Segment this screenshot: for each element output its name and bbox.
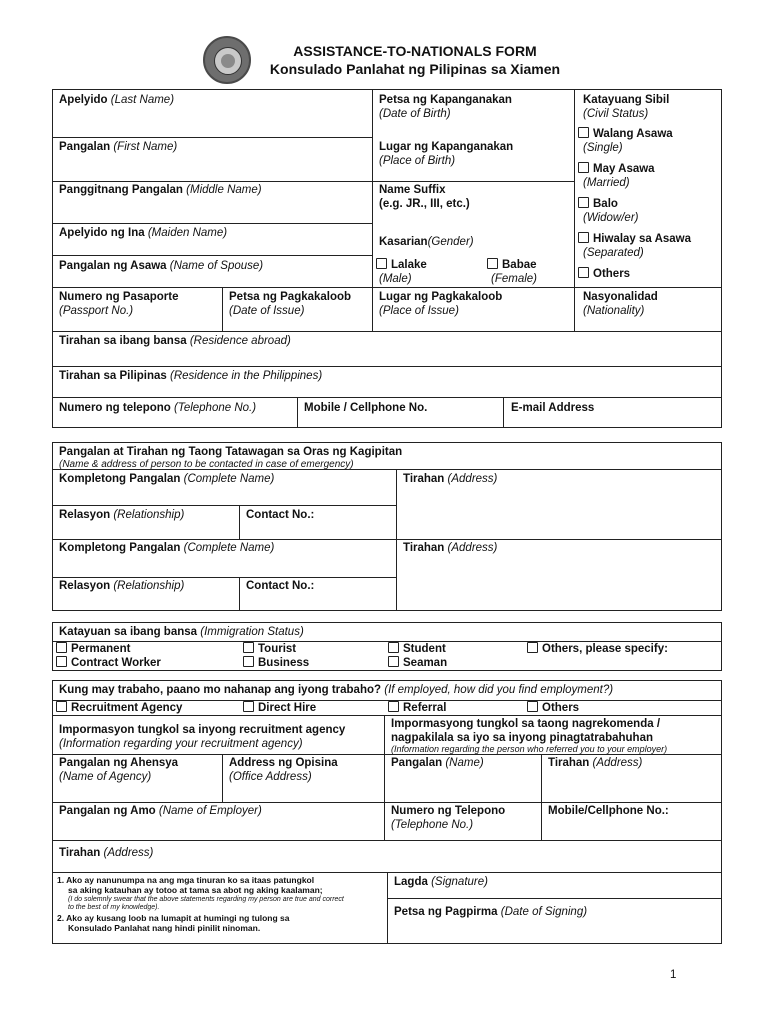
employment-direct-hire-option[interactable]: Direct Hire — [243, 701, 316, 715]
date-of-birth-field[interactable]: Petsa ng Kapanganakan (Date of Birth) — [379, 94, 512, 120]
declaration-item-1-en: (I do solemnly swear that the above statements regarding my person are true and correct to the best of my knowledge). — [68, 896, 344, 911]
agency-info-heading: Impormasyon tungkol sa inyong recruitment agency (Information regarding your recruitment agency) — [59, 724, 346, 750]
referrer-mobile-field[interactable]: Mobile/Cellphone No.: — [548, 805, 669, 817]
last-name-field[interactable]: Apelyido (Last Name) — [59, 94, 175, 106]
checkbox-icon[interactable] — [578, 232, 589, 243]
middle-name-field[interactable]: Panggitnang Pangalan (Middle Name) — [59, 184, 262, 196]
checkbox-icon[interactable] — [56, 642, 67, 653]
place-of-birth-field[interactable]: Lugar ng Kapanganakan (Place of Birth) — [379, 141, 514, 167]
checkbox-icon[interactable] — [388, 701, 399, 712]
checkbox-icon[interactable] — [527, 642, 538, 653]
emergency-relationship-2-field[interactable]: Relasyon (Relationship) — [59, 580, 185, 592]
civil-status-label: Katayuang Sibil (Civil Status) — [583, 94, 670, 120]
first-name-field[interactable]: Pangalan (First Name) — [59, 141, 178, 153]
spouse-name-field[interactable]: Pangalan ng Asawa (Name of Spouse) — [59, 260, 264, 272]
civil-single-option[interactable]: Walang Asawa — [578, 127, 673, 141]
emergency-heading: Pangalan at Tirahan ng Taong Tatawagan sa Oras ng Kagipitan — [59, 446, 403, 458]
checkbox-icon[interactable] — [578, 267, 589, 278]
employment-question: Kung may trabaho, paano mo nahanap ang iyong trabaho? (If employed, how did you find employment?) — [59, 684, 614, 696]
checkbox-icon[interactable] — [376, 258, 387, 269]
immigration-permanent-option[interactable]: Permanent — [56, 642, 130, 656]
checkbox-icon[interactable] — [527, 701, 538, 712]
employment-address-field[interactable]: Tirahan (Address) — [59, 847, 154, 859]
mobile-field[interactable]: Mobile / Cellphone No. — [304, 402, 428, 414]
immigration-contract-worker-option[interactable]: Contract Worker — [56, 656, 161, 670]
residence-ph-field[interactable]: Tirahan sa Pilipinas (Residence in the Philippines) — [59, 370, 323, 382]
maiden-name-field[interactable]: Apelyido ng Ina (Maiden Name) — [59, 227, 228, 239]
immigration-student-option[interactable]: Student — [388, 642, 446, 656]
civil-married-option[interactable]: May Asawa — [578, 162, 655, 176]
page-number: 1 — [670, 969, 677, 981]
referrer-address-field[interactable]: Tirahan (Address) — [548, 757, 643, 769]
immigration-others-option[interactable]: Others, please specify: — [527, 642, 668, 656]
referrer-info-en: (Information regarding the person who referred you to your employer) — [391, 744, 668, 754]
referrer-info-heading: Impormasyong tungkol sa taong nagrekomenda / nagpakilala sa iyo sa inyong pinagtatrabahuhan — [391, 718, 661, 744]
civil-widow-option[interactable]: Balo — [578, 197, 618, 211]
nationality-field[interactable]: Nasyonalidad (Nationality) — [583, 291, 658, 317]
checkbox-icon[interactable] — [388, 656, 399, 667]
checkbox-icon[interactable] — [388, 642, 399, 653]
single-label-en: (Single) — [583, 142, 623, 154]
form-subtitle: Konsulado Panlahat ng Pilipinas sa Xiamen — [269, 61, 561, 77]
checkbox-icon[interactable] — [578, 127, 589, 138]
emergency-name-2-field[interactable]: Kompletong Pangalan (Complete Name) — [59, 542, 275, 554]
civil-separated-option[interactable]: Hiwalay sa Asawa — [578, 232, 691, 246]
gender-label: Kasarian(Gender) — [379, 236, 474, 248]
name-suffix-field[interactable]: Name Suffix (e.g. JR., III, etc.) — [379, 184, 470, 210]
office-address-field[interactable]: Address ng Opisina (Office Address) — [229, 757, 338, 783]
emergency-relationship-1-field[interactable]: Relasyon (Relationship) — [59, 509, 185, 521]
emergency-address-2-field[interactable]: Tirahan (Address) — [403, 542, 498, 554]
emergency-contact-2-field[interactable]: Contact No.: — [246, 580, 315, 592]
employer-name-field[interactable]: Pangalan ng Amo (Name of Employer) — [59, 805, 262, 817]
civil-others-option[interactable]: Others — [578, 267, 630, 281]
widow-label-en: (Widow/er) — [583, 212, 639, 224]
telephone-field[interactable]: Numero ng telepono (Telephone No.) — [59, 402, 257, 414]
agency-name-field[interactable]: Pangalan ng Ahensya (Name of Agency) — [59, 757, 179, 783]
gender-female-option[interactable]: Babae — [487, 258, 537, 272]
place-of-issue-field[interactable]: Lugar ng Pagkakaloob (Place of Issue) — [379, 291, 503, 317]
employment-others-option[interactable]: Others — [527, 701, 579, 715]
immigration-tourist-option[interactable]: Tourist — [243, 642, 296, 656]
immigration-business-option[interactable]: Business — [243, 656, 309, 670]
declaration-item-1: 1. Ako ay nanunumpa na ang mga tinuran ko sa itaas patungkol sa aking katauhan ay totoo at tama sa abot ng aking kaalaman; — [57, 875, 323, 895]
date-of-issue-field[interactable]: Petsa ng Pagkakaloob (Date of Issue) — [229, 291, 352, 317]
married-label-en: (Married) — [583, 177, 630, 189]
residence-abroad-field[interactable]: Tirahan sa ibang bansa (Residence abroad) — [59, 335, 291, 347]
passport-no-field[interactable]: Numero ng Pasaporte (Passport No.) — [59, 291, 179, 317]
immigration-heading: Katayuan sa ibang bansa (Immigration Status) — [59, 626, 304, 638]
emergency-heading-en: (Name & address of person to be contacted in case of emergency) — [59, 459, 354, 470]
checkbox-icon[interactable] — [243, 701, 254, 712]
checkbox-icon[interactable] — [243, 656, 254, 667]
email-field[interactable]: E-mail Address — [511, 402, 595, 414]
separated-label-en: (Separated) — [583, 247, 644, 259]
female-label-en: (Female) — [491, 273, 538, 285]
checkbox-icon[interactable] — [578, 197, 589, 208]
gender-male-option[interactable]: Lalake — [376, 258, 427, 272]
checkbox-icon[interactable] — [56, 701, 67, 712]
form-title: ASSISTANCE-TO-NATIONALS FORM — [293, 43, 537, 59]
date-of-signing-field[interactable]: Petsa ng Pagpirma (Date of Signing) — [394, 906, 588, 918]
emergency-name-1-field[interactable]: Kompletong Pangalan (Complete Name) — [59, 473, 275, 485]
employment-referral-option[interactable]: Referral — [388, 701, 446, 715]
male-label-en: (Male) — [379, 273, 412, 285]
checkbox-icon[interactable] — [56, 656, 67, 667]
immigration-seaman-option[interactable]: Seaman — [388, 656, 447, 670]
referrer-phone-field[interactable]: Numero ng Telepono (Telephone No.) — [391, 805, 506, 831]
emergency-contact-1-field[interactable]: Contact No.: — [246, 509, 315, 521]
checkbox-icon[interactable] — [487, 258, 498, 269]
signature-field[interactable]: Lagda (Signature) — [394, 876, 488, 888]
employment-recruitment-option[interactable]: Recruitment Agency — [56, 701, 182, 715]
checkbox-icon[interactable] — [578, 162, 589, 173]
declaration-item-2: 2. Ako ay kusang loob na lumapit at humingi ng tulong sa Konsulado Panlahat nang hindi pinilit ninoman. — [57, 913, 290, 933]
emergency-address-1-field[interactable]: Tirahan (Address) — [403, 473, 498, 485]
referrer-name-field[interactable]: Pangalan (Name) — [391, 757, 484, 769]
checkbox-icon[interactable] — [243, 642, 254, 653]
